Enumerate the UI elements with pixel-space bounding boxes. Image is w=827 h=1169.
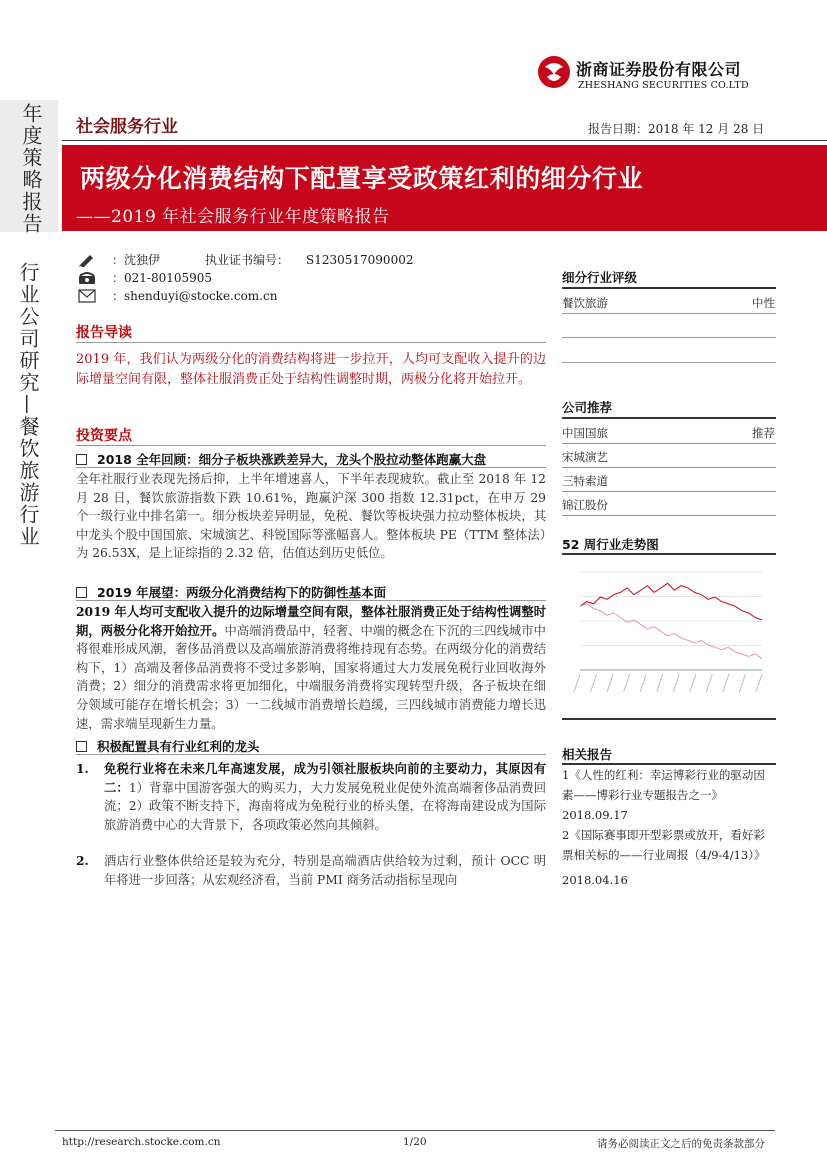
recommend-name-1: 中国国旅 [562, 426, 608, 440]
trend-chart [562, 560, 776, 710]
chart-divider [562, 553, 776, 555]
section-2-text: 中高端消费品中，轻奢、中端的概念在下沉的三四线城市中将很难形成风潮，奢侈品消费以及高端旅游消费将维持现有态势。在两级分化的消费结构下，1）高端及奢侈品消费将不受过多影响，国家将通过大力发展免税行业回收海外消费；2）细分的消费需求将更加细化，中端服务消费将实现转型升级，各子板块在细分领域可能存在增长机会；3）一二线城市消费增长趋缓，三四线城市消费能力增长迅速，需求端呈现新生力量。 [76, 623, 546, 731]
recommend-rule [562, 515, 776, 516]
section-3-title [76, 737, 556, 755]
intro-text: 2019 年，我们认为两级分化的消费结构将进一步拉开，人均可支配收入提升的边际增量空间有限，整体社服消费正处于结构性调整时期，两极分化将开始拉开。 [76, 352, 546, 387]
chart-x-tick [640, 674, 646, 692]
analyst-name: ：沈独伊 [112, 253, 161, 267]
section-1-text: 全年社服行业表现先扬后抑，上半年增速喜人，下半年表现疲软。截止至 2018 年 12 月 28 日，餐饮旅游指数下跌 10.61%，跑赢沪深 300 指数 12.31pct，在申万 29 个一级行业中排名第一。细分板块差异明显，免税、餐饮等板块强力拉动整体板块，其中龙头个股中国国旅、宋城演艺、科锐国际等涨幅喜人。整体板块 PE（TTM 整体法）为 26.53X，是上证综指的 2.32 倍，估值达到历史低位。 [76, 472, 546, 561]
checkbox-icon [76, 454, 87, 465]
rating-heading: 细分行业评级 [562, 270, 638, 285]
intro-heading: 报告导读 [76, 325, 132, 341]
industry-label: 社会服务行业 [76, 117, 178, 137]
checkbox-icon [76, 741, 87, 752]
chart-series-line-1 [580, 583, 762, 620]
footer-url[interactable]: http://research.stocke.com.cn [62, 1136, 221, 1148]
company-name-cn: 浙商证券股份有限公司 [576, 60, 742, 79]
chart-x-tick [739, 674, 745, 692]
side-label-report-type: 年度策略报告 [19, 103, 43, 235]
chart-x-tick [657, 674, 663, 692]
item-2-text: 酒店行业整体供给还是较为充分，特别是高端酒店供给较为过剩，预计 OCC 明年将进一步回落；从宏观经济看，当前 PMI 商务活动指标呈现向 [104, 854, 546, 887]
item-1-number: 1. [76, 761, 89, 776]
section-1-title-text: 2018 全年回顾：细分子板块涨跌差异大，龙头个股拉动整体跑赢大盘 [97, 452, 487, 467]
section-3-title-text: 积极配置具有行业红利的龙头 [97, 739, 260, 754]
chart-x-tick [690, 674, 696, 692]
rating-divider [562, 287, 776, 289]
report-date: 报告日期：2018 年 12 月 28 日 [588, 122, 765, 136]
email-icon [78, 288, 96, 302]
key-points-heading: 投资要点 [76, 428, 132, 444]
item-1-text: 1）背靠中国游客强大的购买力，大力发展免税业促使外流高端奢侈品消费回流；2）政策不断支持下，海南将成为免税行业的桥头堡，在将海南建设成为国际旅游消费中心的大背景下，各项政策必然向其倾斜。 [104, 780, 546, 832]
related-report-2[interactable]: 2《国际赛事即开型彩票或放开，看好彩票相关标的——行业周报（4/9-4/13）》 [562, 828, 766, 862]
related-divider [562, 763, 776, 765]
item-2-number: 2. [76, 853, 89, 868]
related-heading: 相关报告 [562, 747, 613, 762]
page-number: 1/20 [403, 1136, 427, 1148]
recommend-heading: 公司推荐 [562, 400, 613, 415]
chart-x-tick [624, 674, 630, 692]
section-2-title-text: 2019 年展望：两级分化消费结构下的防御性基本面 [97, 585, 387, 600]
phone-number: ：021-80105905 [112, 271, 213, 285]
cert-label: 执业证书编号： [205, 253, 290, 267]
page-subtitle: ——2019 年社会服务行业年度策略报告 [76, 207, 390, 227]
section-1-title [76, 450, 556, 468]
phone-icon [78, 270, 96, 284]
footer-divider [55, 1130, 775, 1131]
section-2-bold-text: 2019 年人均可支配收入提升的边际增量空间有限，整体社服消费正处于结构性调整时期，两极分化将开始拉开。 [76, 604, 546, 638]
chart-bottom-rule [562, 718, 776, 720]
recommend-name-4: 锦江股份 [562, 498, 608, 512]
related-report-1-date: 2018.09.17 [562, 808, 628, 822]
pen-icon [78, 252, 96, 266]
item-1-body [104, 760, 546, 834]
chart-x-tick [723, 674, 729, 692]
section-1-divider [76, 467, 546, 468]
chart-x-tick [574, 674, 580, 692]
recommend-name-2: 宋城演艺 [562, 450, 608, 464]
email-address[interactable]: ：shenduyi@stocke.com.cn [112, 289, 278, 303]
rating-empty-rule-2 [562, 362, 776, 363]
header-divider [62, 140, 827, 141]
key-points-divider [76, 445, 546, 446]
related-report-2-date: 2018.04.16 [562, 873, 628, 887]
footer-disclaimer: 请务必阅读正文之后的免责条款部分 [597, 1138, 765, 1150]
section-2-title [76, 583, 556, 601]
side-label-category: 行业公司研究—餐饮旅游行业 [16, 262, 40, 548]
recommend-rule [562, 443, 776, 444]
recommend-name-3: 三特索道 [562, 474, 608, 488]
recommend-rating-1: 推荐 [752, 426, 775, 440]
company-name-en: ZHESHANG SECURITIES CO.LTD [578, 80, 749, 91]
cert-number: S1230517090002 [306, 253, 414, 267]
intro-divider [76, 342, 546, 343]
recommend-divider [562, 417, 776, 419]
recommend-rule [562, 491, 776, 492]
rating-value: 中性 [752, 296, 775, 310]
section-2-body [76, 603, 546, 733]
company-logo-icon [537, 55, 571, 89]
chart-x-tick [591, 674, 597, 692]
section-2-divider [76, 600, 546, 601]
chart-x-tick [706, 674, 712, 692]
chart-x-tick [756, 674, 762, 692]
chart-series-line-2 [580, 604, 762, 659]
chart-x-tick [607, 674, 613, 692]
rating-sector: 餐饮旅游 [562, 296, 608, 310]
item-1-bold-text: 免税行业将在未来几年高速发展，成为引领社服板块向前的主要动力，其原因有二： [104, 761, 546, 795]
chart-heading: 52 周行业走势图 [562, 537, 659, 552]
recommend-rule [562, 467, 776, 468]
rating-row-rule [562, 313, 776, 314]
chart-x-tick [673, 674, 679, 692]
checkbox-icon [76, 587, 87, 598]
rating-empty-rule-1 [562, 337, 776, 338]
page-title: 两级分化消费结构下配置享受政策红利的细分行业 [80, 164, 644, 193]
section-3-divider [76, 754, 546, 755]
related-report-1[interactable]: 1《人性的红利：幸运博彩行业的驱动因素——博彩行业专题报告之一》 [562, 768, 765, 802]
